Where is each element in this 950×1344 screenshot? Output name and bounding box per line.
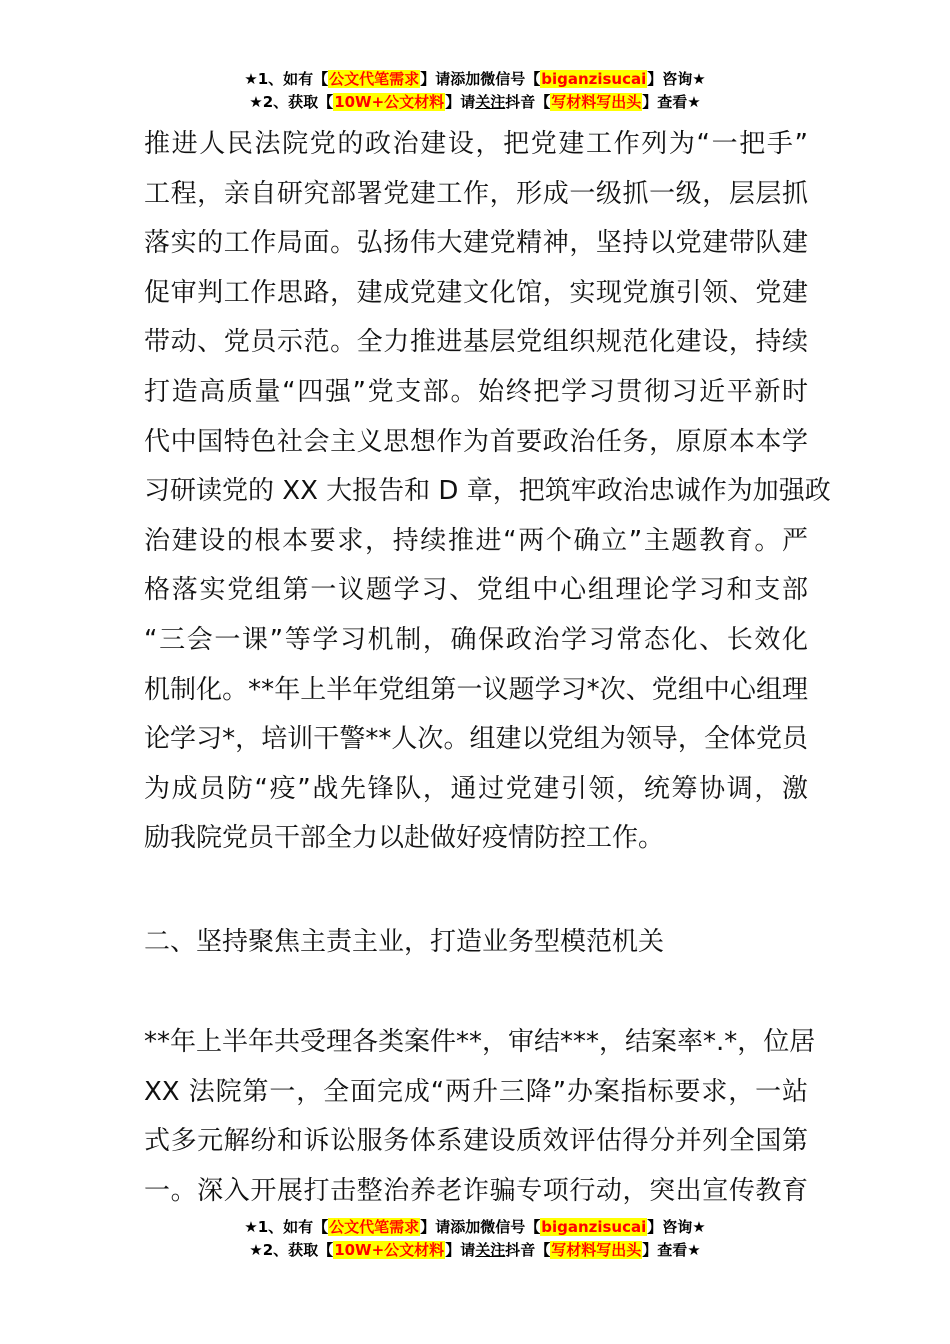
promo-line-1	[0, 68, 950, 91]
text-line: 代中国特色社会主义思想作为首要政治任务，原原本本学	[144, 426, 808, 457]
text-line: 工程，亲自研究部署党建工作，形成一级抓一级，层层抓	[144, 178, 808, 209]
text-line: XX 法院第一，全面完成“两升三降”办案指标要求，一站	[144, 1076, 808, 1107]
section-heading: 二、坚持聚焦主责主业，打造业务型模范机关	[144, 927, 665, 957]
promo-text: ★1、如有【	[244, 70, 329, 88]
promo-text: 】请添加微信号【	[420, 1218, 541, 1236]
promo-text: 】咨询★	[647, 70, 706, 88]
promo-banner-top	[0, 68, 950, 114]
text-line: **年上半年共受理各类案件**，审结***，结案率*.*，位居	[144, 1027, 816, 1057]
promo-banner-bottom	[0, 1216, 950, 1262]
promo-text: 】请添加微信号【	[420, 70, 541, 88]
text-line: 一。深入开展打击整治养老诈骗专项行动，突出宣传教育	[144, 1175, 808, 1206]
text-line: 促审判工作思路，建成党建文化馆，实现党旗引领、党建	[144, 277, 808, 308]
promo-text: ★2、获取【	[249, 93, 334, 111]
text-line: 为成员防“疫”战先锋队，通过党建引领，统筹协调，激	[144, 773, 808, 804]
promo-text: ★2、获取【	[249, 1241, 334, 1259]
text-line: 论学习*，培训干警**人次。组建以党组为领导，全体党员	[144, 724, 808, 755]
follow-text: 关注	[475, 1241, 506, 1259]
follow-text: 关注	[475, 93, 506, 111]
highlight-materials: 10W+公文材料	[334, 1241, 445, 1259]
text-line: 式多元解纷和诉讼服务体系建设质效评估得分并列全国第	[144, 1126, 808, 1157]
highlight-douyin-account: 写材料写出头	[551, 93, 642, 111]
text-line: 机制化。**年上半年党组第一议题学习*次、党组中心组理	[144, 674, 808, 705]
promo-text: ★1、如有【	[244, 1218, 329, 1236]
highlight-ghostwriting: 公文代笔需求	[329, 70, 420, 88]
text-line: 落实的工作局面。弘扬伟大建党精神，坚持以党建带队建	[144, 228, 808, 259]
promo-line-2	[0, 1239, 950, 1262]
promo-text: 】查看★	[642, 93, 701, 111]
promo-text: 】请	[445, 1241, 476, 1259]
text-line: 打造高质量“四强”党支部。始终把学习贯彻习近平新时	[144, 376, 808, 407]
text-line: 带动、党员示范。全力推进基层党组织规范化建设，持续	[144, 327, 808, 358]
text-line: “三会一课”等学习机制，确保政治学习常态化、长效化	[144, 624, 808, 655]
text-line: 推进人民法院党的政治建设，把党建工作列为“一把手”	[144, 129, 808, 159]
text-line: 格落实党组第一议题学习、党组中心组理论学习和支部	[144, 575, 808, 606]
text-line: 励我院党员干部全力以赴做好疫情防控工作。	[144, 823, 665, 854]
promo-text: 抖音【	[505, 1241, 551, 1259]
promo-line-1	[0, 1216, 950, 1239]
paragraph-party-building	[144, 120, 831, 864]
highlight-douyin-account: 写材料写出头	[551, 1241, 642, 1259]
highlight-wechat-id: biganzisucai	[541, 1218, 647, 1236]
highlight-materials: 10W+公文材料	[334, 93, 445, 111]
text-line: 习研读党的 XX 大报告和 D 章，把筑牢政治忠诚作为加强政	[144, 476, 831, 507]
promo-text: 】请	[445, 93, 476, 111]
paragraph-case-handling	[144, 1018, 816, 1216]
promo-text: 】咨询★	[647, 1218, 706, 1236]
promo-text: 】查看★	[642, 1241, 701, 1259]
promo-line-2	[0, 91, 950, 114]
highlight-wechat-id: biganzisucai	[541, 70, 647, 88]
highlight-ghostwriting: 公文代笔需求	[329, 1218, 420, 1236]
text-line: 治建设的根本要求，持续推进“两个确立”主题教育。严	[144, 525, 808, 556]
promo-text: 抖音【	[505, 93, 551, 111]
